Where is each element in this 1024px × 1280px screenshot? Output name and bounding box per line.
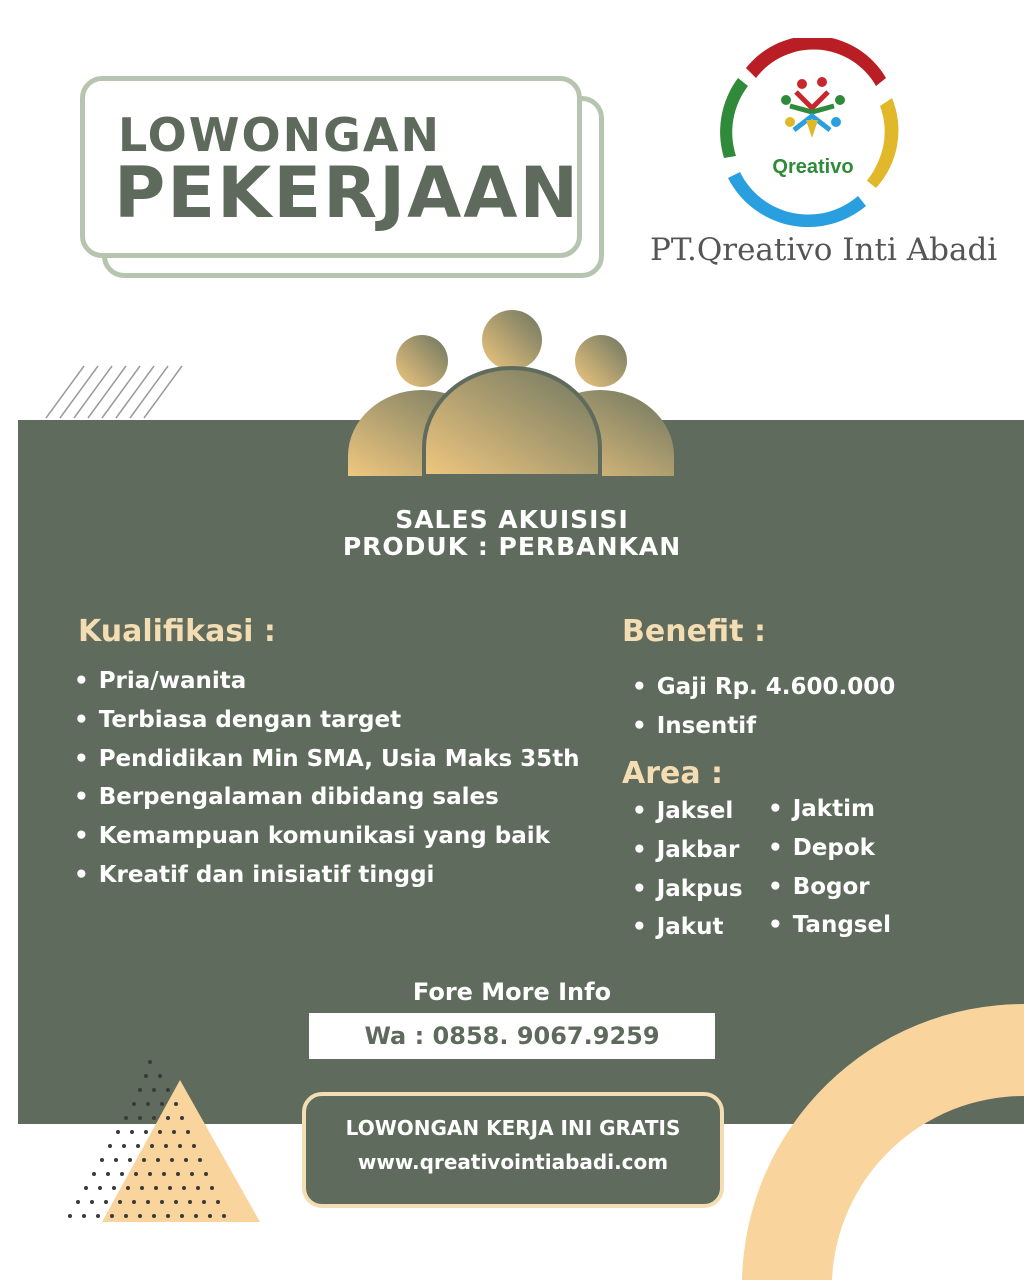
list-item: • Gaji Rp. 4.600.000 [632, 668, 932, 707]
qualifications-list [74, 662, 594, 895]
list-item: • Jakpus [632, 870, 762, 909]
list-item: • Berpengalaman dibidang sales [74, 778, 594, 817]
area-heading: Area : [622, 756, 724, 791]
decorative-arc [740, 1000, 1024, 1280]
area-list-right [768, 790, 928, 945]
job-title-line-1: SALES AKUISISI [395, 505, 629, 534]
decorative-triangle [60, 1056, 270, 1226]
list-item: • Pria/wanita [74, 662, 594, 701]
company-name: PT.Qreativo Inti Abadi [650, 232, 998, 268]
benefit-heading: Benefit : [622, 614, 766, 649]
list-item: • Jaksel [632, 792, 762, 831]
list-item: • Kemampuan komunikasi yang baik [74, 817, 594, 856]
qualifications-heading: Kualifikasi : [78, 614, 276, 649]
logo-brand-text: Qreativo [772, 156, 854, 178]
company-logo [716, 38, 906, 230]
people-group-icon [344, 306, 680, 482]
list-item: • Bogor [768, 868, 928, 907]
decorative-hatch [40, 360, 190, 422]
area-list-left [632, 792, 762, 947]
whatsapp-number: Wa : 0858. 9067.9259 [309, 1013, 715, 1059]
more-info-label: Fore More Info [412, 978, 612, 1006]
free-notice: LOWONGAN KERJA INI GRATIS [345, 1116, 681, 1140]
title-line-2: PEKERJAAN [114, 152, 581, 234]
list-item: • Jaktim [768, 790, 928, 829]
benefit-list [632, 668, 932, 746]
job-title-line-2: PRODUK : PERBANKAN [342, 532, 682, 561]
list-item: • Depok [768, 829, 928, 868]
list-item: • Jakbar [632, 831, 762, 870]
list-item: • Kreatif dan inisiatif tinggi [74, 856, 594, 895]
website-link[interactable]: www.qreativointiabadi.com [357, 1150, 669, 1174]
title-line-1: LOWONGAN [118, 108, 441, 162]
list-item: • Pendidikan Min SMA, Usia Maks 35th [74, 740, 594, 779]
list-item: • Jakut [632, 908, 762, 947]
list-item: • Terbiasa dengan target [74, 701, 594, 740]
list-item: • Insentif [632, 707, 932, 746]
list-item: • Tangsel [768, 906, 928, 945]
